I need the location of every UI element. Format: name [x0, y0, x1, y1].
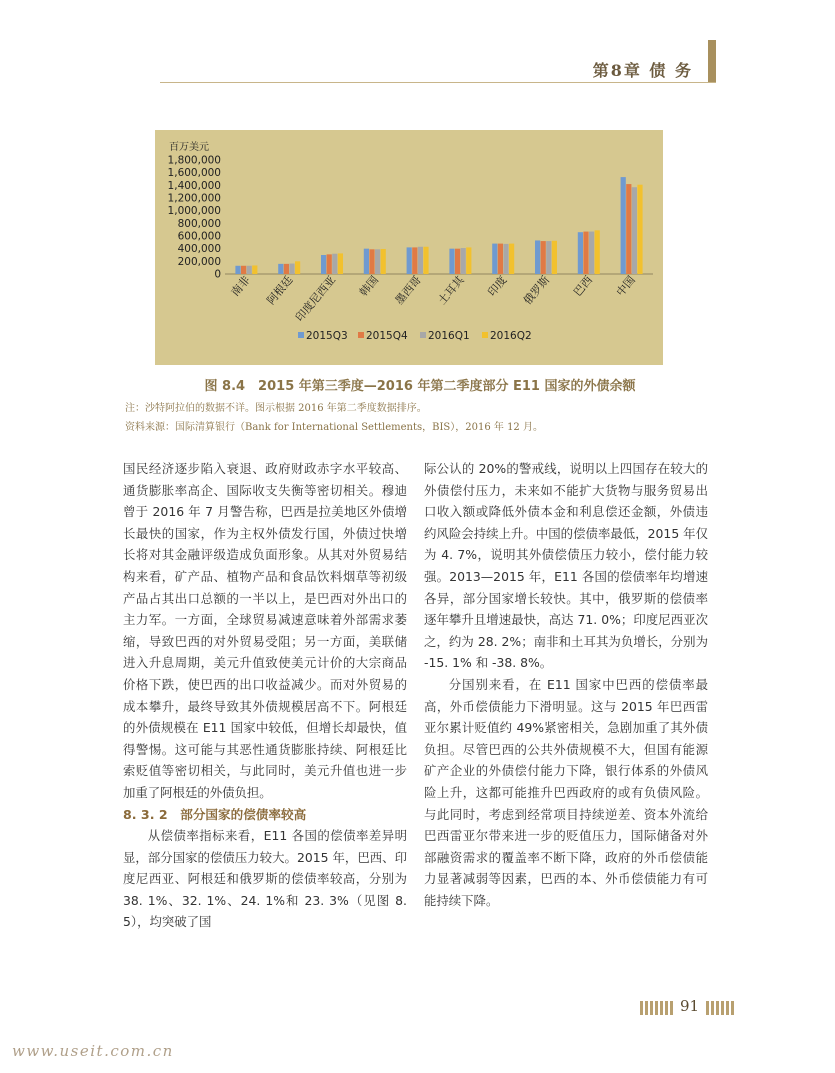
x-tick-label: 阿根廷 — [264, 273, 296, 308]
figure-caption: 图 8.4 2015 年第三季度—2016 年第二季度部分 E11 国家的外债余额 — [204, 379, 636, 394]
figure-note: 注：沙特阿拉伯的数据不详。图示根据 2016 年第二季度数据排序。 — [125, 403, 427, 414]
legend-swatch-2016Q1 — [420, 332, 426, 338]
chapter-header-title: 第8章 债 务 — [592, 61, 693, 80]
bar-2016Q1-3 — [375, 249, 380, 274]
x-tick-label: 墨西哥 — [392, 273, 424, 308]
y-tick-label: 0 — [214, 268, 221, 281]
bar-chart — [155, 130, 663, 365]
bar-2015Q4-2 — [327, 254, 332, 274]
bar-2015Q4-7 — [541, 241, 546, 274]
legend-label: 2016Q1 — [428, 330, 470, 342]
watermark-text: www.useit.com.cn — [12, 1042, 174, 1060]
y-tick-label: 1,000,000 — [167, 205, 221, 218]
bar-2016Q2-3 — [381, 249, 386, 274]
page-number: 91 — [680, 997, 700, 1015]
bar-2015Q3-2 — [321, 255, 326, 274]
bar-2016Q1-4 — [418, 247, 423, 274]
x-tick-label: 土耳其 — [435, 273, 467, 308]
y-tick-label: 200,000 — [177, 255, 221, 268]
y-tick-label: 800,000 — [177, 217, 221, 230]
bar-2016Q1-7 — [546, 241, 551, 274]
legend-swatch-2015Q4 — [358, 332, 364, 338]
bar-2016Q1-1 — [289, 264, 294, 274]
y-tick-label: 1,600,000 — [167, 167, 221, 180]
bar-2016Q2-4 — [423, 247, 428, 274]
bar-2016Q2-9 — [637, 185, 642, 274]
x-tick-label: 俄罗斯 — [521, 273, 553, 308]
bar-2015Q3-7 — [535, 240, 540, 274]
left-paragraph-2: 从偿债率指标来看，E11 各国的偿债率差异明显，部分国家的偿债压力较大。2015 年，巴西、印度尼西亚、阿根廷和俄罗斯的偿债率较高，分别为 38. 1%、32. 1%、24. 1%和 23. 3%（见图 8. 5），均突破了国 — [123, 828, 407, 930]
bar-2016Q2-1 — [295, 261, 300, 274]
bar-2016Q2-8 — [595, 230, 600, 274]
section-heading: 8. 3. 2 部分国家的偿债率较高 — [123, 806, 307, 822]
bar-2016Q1-0 — [247, 266, 252, 274]
x-tick-label: 韩国 — [356, 273, 382, 299]
chart-panel — [155, 130, 663, 365]
bar-2016Q1-6 — [503, 244, 508, 274]
bar-2015Q4-5 — [455, 249, 460, 274]
header-rule — [160, 82, 716, 83]
bar-2016Q2-5 — [466, 247, 471, 274]
bar-2015Q4-9 — [626, 184, 631, 274]
y-axis-label: 百万美元 — [169, 142, 209, 153]
x-tick-label: 南非 — [228, 273, 253, 299]
bar-2015Q3-6 — [492, 244, 497, 274]
bar-2015Q3-5 — [449, 249, 454, 274]
y-tick-label: 1,800,000 — [167, 154, 221, 167]
bar-2016Q2-2 — [338, 253, 343, 274]
left-paragraph-1: 国民经济逐步陷入衰退、政府财政赤字水平较高、通货膨胀率高企、国际收支失衡等密切相关。穆迪曾于 2016 年 7 月警告称，巴西是拉美地区外债增长最快的国家，作为主权外债发行国，外债过快增长将对其金融评级造成负面形象。从其对外贸易结构来看，矿产品、植物产品和食品饮料烟草等初级产品占其出口总额的一半以上，是巴西对外出口的主力军。一方面，全球贸易减速意味着外部需求萎缩，导致巴西的对外贸易受阻；另一方面，美联储进入升息周期，美元升值致使美元计价的大宗商品价格下跌，使巴西的出口收益减少。而对外贸易的成本攀升，最终导致其外债规模居高不下。阿根廷的外债规模在 E11 国家中较低，但增长却最快，值得警惕。这可能与其恶性通货膨胀持续、阿根廷比索贬值等密切相关，与此同时，美元升值也进一步加重了阿根廷的外债负担。 — [123, 461, 407, 800]
bar-2015Q3-3 — [364, 249, 369, 274]
bar-2015Q4-6 — [498, 244, 503, 274]
bar-2015Q3-9 — [621, 177, 626, 274]
x-tick-label: 印度 — [485, 273, 510, 299]
bar-2016Q1-5 — [461, 248, 466, 274]
bar-2015Q3-8 — [578, 232, 583, 274]
legend-label: 2015Q4 — [366, 330, 408, 342]
right-paragraph-2: 分国别来看，在 E11 国家中巴西的偿债率最高，外币偿债能力下滑明显。这与 2015 年巴西雷亚尔累计贬值约 49%紧密相关，急剧加重了其外债负担。尽管巴西的公共外债规模不大，但国有能源矿产企业的外债偿付能力下降，银行体系的外债风险上升，这都可能推升巴西政府的或有负债风险。与此同时，考虑到经常项目持续逆差、资本外流给巴西雷亚尔带来进一步的贬值压力，国际储备对外部融资需求的覆盖率不断下降，政府的外币偿债能力显著减弱等因素，巴西的本、外币偿债能力有可能持续下降。 — [424, 676, 708, 908]
y-tick-label: 1,200,000 — [167, 192, 221, 205]
x-tick-label: 巴西 — [570, 273, 596, 299]
x-tick-label: 中国 — [613, 273, 638, 299]
bar-2015Q3-1 — [278, 264, 283, 274]
bar-2015Q3-0 — [235, 266, 240, 274]
body-left-column — [123, 458, 407, 933]
bar-2015Q4-1 — [284, 264, 289, 274]
legend-label: 2015Q3 — [306, 330, 348, 342]
legend-label: 2016Q2 — [490, 330, 532, 342]
bar-2015Q4-3 — [369, 249, 374, 274]
bar-2016Q1-2 — [332, 254, 337, 274]
right-paragraph-1: 际公认的 20%的警戒线，说明以上四国存在较大的外债偿付压力，未来如不能扩大货物与服务贸易出口收入额或降低外债本金和利息偿还金额，外债违约风险会持续上升。中国的偿债率最低，2015 年仅为 4. 7%，说明其外债偿债压力较小，偿付能力较强。2013—2015 年，E11 各国的偿债率年均增速各异，部分国家增长较快。其中，俄罗斯的偿债率逐年攀升且增速最快，高达 71. 0%；印度尼西亚次之，约为 28. 2%；南非和土耳其为负增长，分别为 -15. 1% 和 -38. 8%。 — [424, 461, 708, 671]
y-tick-label: 1,400,000 — [167, 179, 221, 192]
bar-2015Q4-4 — [412, 247, 417, 274]
body-right-column — [424, 458, 708, 911]
bar-2015Q4-0 — [241, 266, 246, 274]
bar-2016Q2-0 — [252, 265, 257, 274]
bar-2016Q2-7 — [552, 241, 557, 274]
header-accent-bar — [708, 40, 716, 82]
figure-source: 资料来源：国际清算银行（Bank for International Settlements，BIS），2016 年 12 月。 — [125, 422, 543, 433]
legend-swatch-2016Q2 — [482, 332, 488, 338]
y-tick-label: 400,000 — [177, 243, 221, 256]
bar-2016Q2-6 — [509, 244, 514, 274]
bar-2015Q3-4 — [407, 247, 412, 274]
bar-2015Q4-8 — [583, 232, 588, 274]
x-tick-label: 印度尼西亚 — [292, 273, 339, 325]
y-tick-label: 600,000 — [177, 230, 221, 243]
bar-2016Q1-8 — [589, 232, 594, 274]
legend-swatch-2015Q3 — [298, 332, 304, 338]
bar-2016Q1-9 — [632, 187, 637, 274]
